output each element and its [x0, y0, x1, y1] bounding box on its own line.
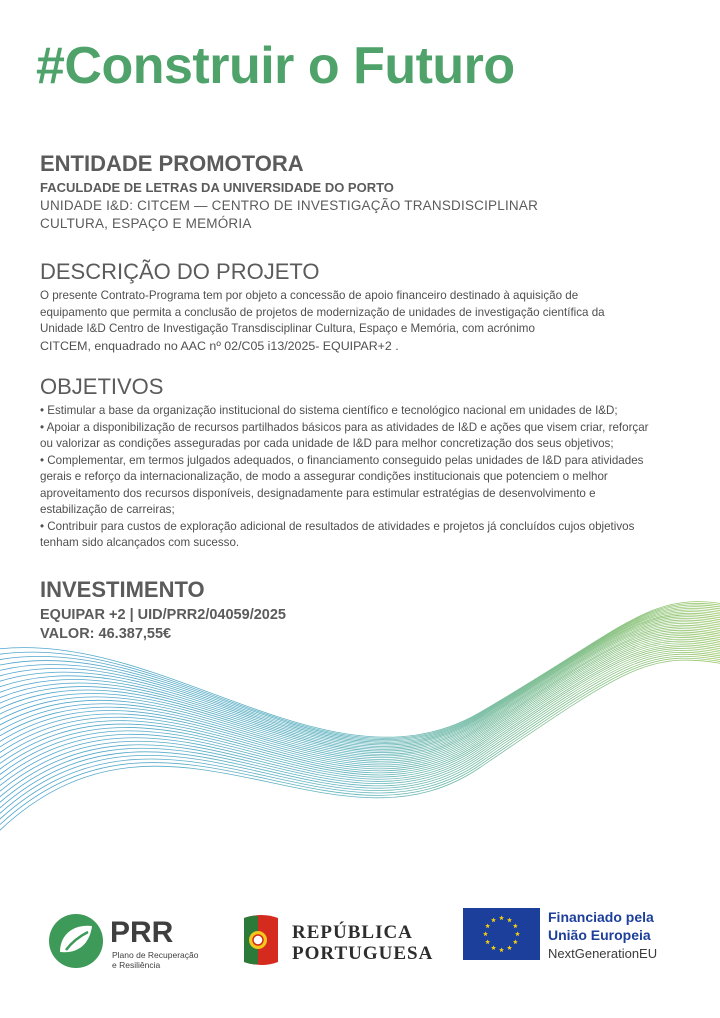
- prr-title: PRR: [110, 916, 174, 949]
- eu-line-1: Financiado pela: [548, 909, 654, 925]
- republica-portuguesa-logo: [240, 910, 450, 970]
- eu-flag-icon: [463, 908, 540, 960]
- descricao-line: equipamento que permita a conclusão de projetos de modernização de unidades de investigação científica da: [40, 305, 605, 319]
- eu-funding-logo: [463, 908, 693, 968]
- decorative-waves: [0, 570, 720, 900]
- entidade-line-3: CULTURA, ESPAÇO E MEMÓRIA: [40, 216, 252, 232]
- republica-text: [292, 922, 433, 964]
- descricao-line: Unidade I&D Centro de Investigação Transdisciplinar Cultura, Espaço e Memória, com acrónimo: [40, 322, 535, 336]
- prr-subtitle: [112, 950, 222, 970]
- entidade-section: [40, 152, 690, 233]
- wave-line: [0, 603, 720, 738]
- investimento-valor: VALOR: 46.387,55€: [40, 626, 172, 643]
- entidade-line-2: UNIDADE I&D: CITCEM — CENTRO DE INVESTIGAÇÃO TRANSDISCIPLINAR: [40, 198, 539, 214]
- eu-line-2: União Europeia: [548, 927, 651, 943]
- wave-line: [0, 623, 720, 756]
- objetivos-line: • Contribuir para custos de exploração adicional de resultados de atividades e projetos já concluídos cujos objetivos: [40, 519, 635, 533]
- entidade-heading: ENTIDADE PROMOTORA: [40, 151, 304, 176]
- prr-subtitle-line: Plano de Recuperação: [112, 950, 199, 960]
- entidade-line-1: FACULDADE DE LETRAS DA UNIVERSIDADE DO PORTO: [40, 180, 394, 196]
- wave-line: [0, 641, 720, 782]
- objetivos-line: • Apoiar a disponibilização de recursos partilhados básicos para as atividades de I&D e ações que visem criar, reforçar: [40, 420, 649, 434]
- objetivos-list: [40, 403, 710, 552]
- portuguesa-line: PORTUGUESA: [292, 943, 434, 964]
- objetivos-line: • Estimular a base da organização institucional do sistema científico e tecnológico nacional em unidades de I&D;: [40, 404, 618, 418]
- wave-line: [0, 629, 720, 762]
- descricao-line: CITCEM, enquadrado no AAC nº 02/C05 i13/2025- EQUIPAR+2 .: [40, 338, 399, 353]
- objetivos-line: • Complementar, em termos julgados adequados, o financiamento conseguido pelas unidades de I&D para atividades: [40, 453, 644, 467]
- objetivos-line: gerais e reforço da internacionalização, de modo a assegurar condições institucionais que potenciem o melhor: [40, 470, 608, 484]
- descricao-line: O presente Contrato-Programa tem por objeto a concessão de apoio financeiro destinado à aquisição de: [40, 289, 579, 303]
- descricao-heading: DESCRIÇÃO DO PROJETO: [40, 259, 320, 284]
- hashtag-title: #Construir o Futuro: [36, 37, 515, 95]
- prr-subtitle-line: e Resiliência: [112, 960, 161, 970]
- prr-logo: [46, 912, 216, 972]
- investimento-code: EQUIPAR +2 | UID/PRR2/04059/2025: [40, 607, 286, 624]
- wave-line: [0, 602, 720, 738]
- objetivos-heading: OBJETIVOS: [40, 374, 164, 399]
- eu-line-3: NextGenerationEU: [548, 946, 658, 961]
- logo-bar: [0, 900, 720, 1018]
- objetivos-line: estabilização de carreiras;: [40, 503, 175, 517]
- republica-line: REPÚBLICA: [292, 922, 413, 943]
- objetivos-line: tenham sido alcançados com sucesso.: [40, 536, 240, 550]
- prr-leaf-icon: [46, 912, 106, 970]
- portuguese-flag-icon: [240, 912, 282, 968]
- objetivos-line: ou valorizar as condições asseguradas por cada unidade de I&D para melhor concretização dos seus objetivos;: [40, 437, 614, 451]
- objetivos-line: aproveitamento dos recursos disponíveis, designadamente para estimular estratégias de desenvolvimento e: [40, 486, 596, 500]
- descricao-section: [40, 260, 690, 354]
- descricao-paragraph: [40, 288, 690, 354]
- investimento-heading: INVESTIMENTO: [40, 577, 205, 602]
- objetivos-section: [40, 375, 710, 552]
